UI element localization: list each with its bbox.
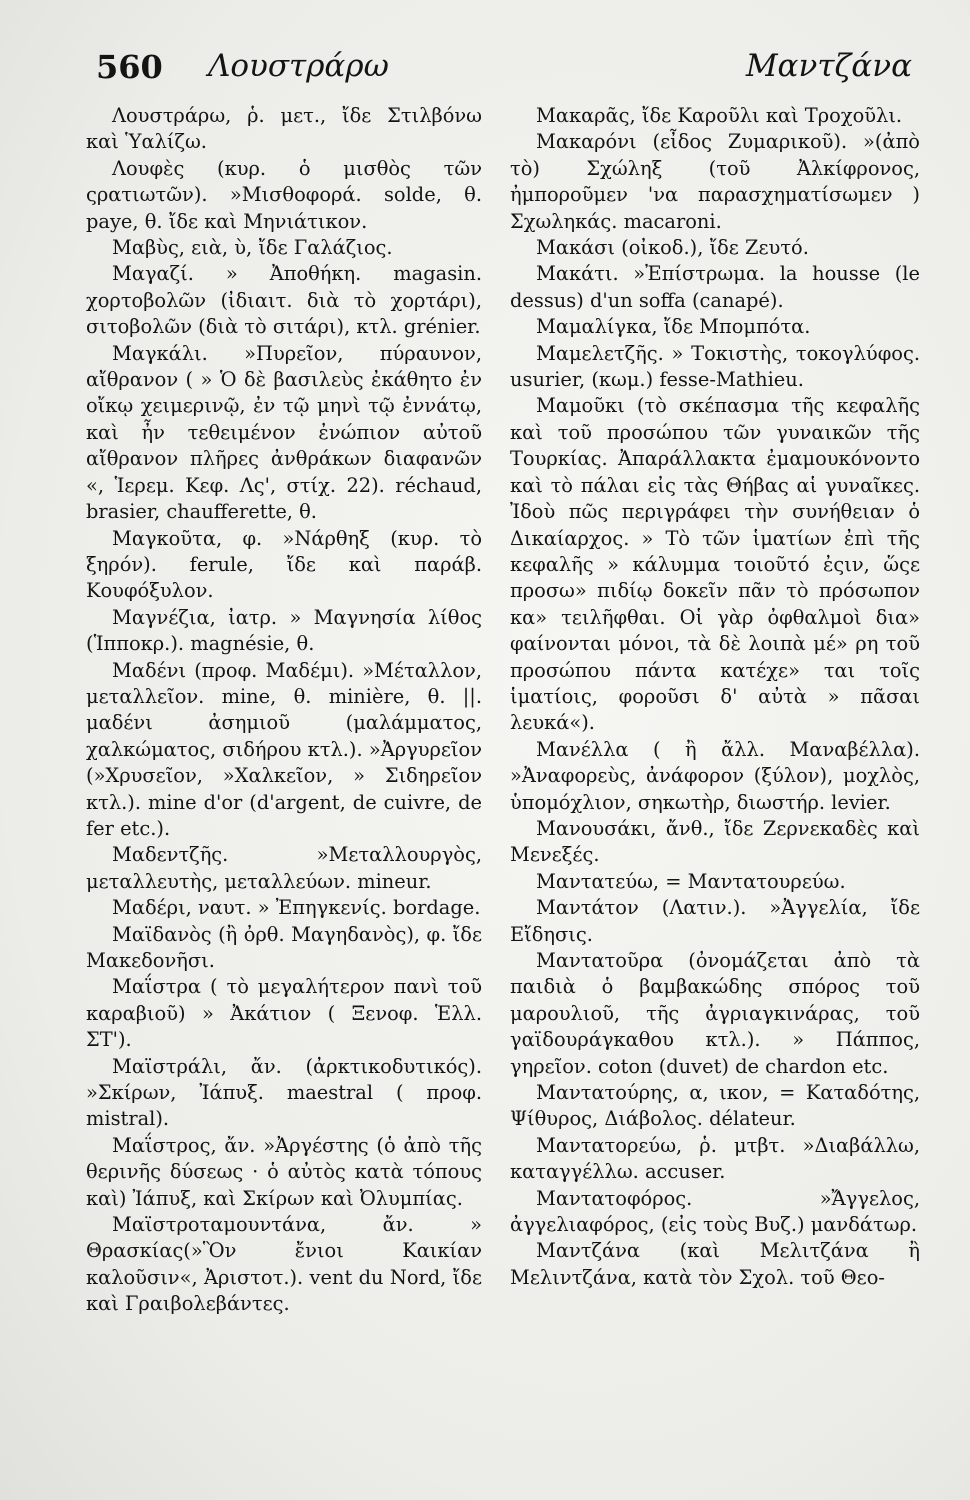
dictionary-entry: Μαϊστράλι, ἄν. (ἀρκτικοδυτικός). »Σκίρων, Ἰάπυξ. maestral ( προφ. mistral). xyxy=(86,1054,482,1131)
dictionary-entry: Μαδένι (προφ. Μαδέμι). »Μέταλλον, μεταλλεῖον. mine, θ. minière, θ. ||. μαδένι ἀσημιοῦ (μαλάμματος, χαλκώματος, σιδήρου κτλ.). »Ἀργυρεῖον (»Χρυσεῖον, »Χαλκεῖον, » Σιδηρεῖον κτλ.). mine d'or (d'argent, de cuivre, de fer etc.). xyxy=(86,658,482,840)
dictionary-entry: Μακάτι. »Ἐπίστρωμα. la housse (le dessus) d'un soffa (canapé). xyxy=(510,262,920,312)
dictionary-entry: Μαγκάλι. »Πυρεῖον, πύραυνον, αἴθρανον ( » Ὁ δὲ βασιλεὺς ἐκάθητο ἐν οἴκῳ χειμερινῷ, ἐν τῷ μηνὶ τῷ ἐννάτῳ, καὶ ἦν τεθειμένον ἐνώπιον αὐτοῦ αἴθρανον πλῆρες ἀνθράκων διαφανῶν «, Ἱερεμ. Κεφ. Λς', στίχ. 22). réchaud, brasier, chaufferette, θ. xyxy=(86,341,482,524)
dictionary-entry: Μακαρόνι (εἶδος Ζυμαρικοῦ). »(ἀπὸ τὸ) Σχώληξ (τοῦ Ἀλκίφρονος, ἠμποροῦμεν 'να παρασχηματίσωμεν ) Σχωληκάς. macaroni. xyxy=(510,130,920,233)
dictionary-entry: Μαΐστρα ( τὸ μεγαλήτερον πανὶ τοῦ καραβιοῦ) » Ἀκάτιον ( Ξενοφ. Ἑλλ. ΣΤ'). xyxy=(86,975,482,1052)
dictionary-entry: Μακαρᾶς, ἴδε Καροῦλι καὶ Τροχοῦλι. xyxy=(536,104,903,127)
dictionary-entry: Μαντζάνα (καὶ Μελιτζάνα ἢ Μελιντζάνα, κατὰ τὸν Σχολ. τοῦ Θεο- xyxy=(510,1239,920,1289)
dictionary-entry: Μακάσι (οἰκοδ.), ἴδε Ζευτό. xyxy=(536,236,809,260)
dictionary-entry: Λουφὲς (κυρ. ὁ μισθὸς τῶν ςρατιωτῶν). »Μισθοφορά. solde, θ. paye, θ. ἴδε καὶ Μηνιάτικον. xyxy=(86,156,482,233)
dictionary-entry: Μαϊδανὸς (ἢ ὀρθ. Μαγηδανὸς), φ. ἴδε Μακεδονῆσι. xyxy=(86,922,482,972)
dictionary-entry: Μαντατοφόρος. »Ἄγγελος, ἀγγελιαφόρος, (εἰς τοὺς Βυζ.) μανδάτωρ. xyxy=(510,1186,920,1237)
dictionary-entry: Μανουσάκι, ἄνθ., ἴδε Ζερνεκαδὲς καὶ Μενεξές. xyxy=(510,816,920,867)
page-header xyxy=(96,48,912,98)
dictionary-entry: Μαμελετζῆς. » Τοκιστὴς, τοκογλύφος. usurier, (κωμ.) fesse-Mathieu. xyxy=(510,341,920,392)
dictionary-entry: Μαντατεύω, = Μαντατουρεύω. xyxy=(536,869,846,893)
dictionary-entry: Μαδέρι, ναυτ. » Ἐπηγκενίς. bordage. xyxy=(112,896,481,920)
dictionary-entry: Μαντατούρης, α, ικον, = Καταδότης, Ψίθυρος, Διάβολος. délateur. xyxy=(510,1081,920,1131)
dictionary-entry: Μαγαζί. » Ἀποθήκη. magasin. χορτοβολῶν (ἰδιαιτ. διὰ τὸ χορτάρι), σιτοβολῶν (διὰ τὸ σιτάρι), κτλ. grénier. xyxy=(86,262,482,339)
dictionary-entry: Μαγκοῦτα, φ. »Νάρθηξ (κυρ. τὸ ξηρόν). ferule, ἴδε καὶ παράβ. Κουφόξυλον. xyxy=(86,526,482,603)
dictionary-entry: Μανέλλα ( ἢ ἄλλ. Μαναβέλλα). »Ἀναφορεὺς, ἀνάφορον (ξύλον), μοχλὸς, ὑπομόχλιον, σηκωτὴρ, διωστήρ. levier. xyxy=(510,737,920,814)
dictionary-entry: Μαβὺς, ειὰ, ὺ, ἴδε Γαλάζιος. xyxy=(112,236,393,260)
dictionary-entry: Μαμαλίγκα, ἴδε Μπομπότα. xyxy=(536,315,811,339)
dictionary-entry: Μαϊστροταμουντάνα, ἄν. » Θρασκίας(»Ὃν ἔνιοι Καικίαν καλοῦσιν«, Ἀριστοτ.). vent du Nord, ἴδε καὶ Γραιβολεβάντες. xyxy=(86,1213,482,1316)
header-first-entry: Λουστράρω xyxy=(208,48,389,84)
dictionary-entry: Μαΐστρος, ἄν. »Ἀργέστης (ὁ ἀπὸ τῆς θερινῆς δύσεως · ὁ αὐτὸς κατὰ τόπους καὶ) Ἰάπυξ, καὶ Σκίρων καὶ Ὀλυμπίας. xyxy=(86,1133,482,1210)
left-column xyxy=(86,103,482,1318)
dictionary-entry: Μαντατορεύω, ῥ. μτβτ. »Διαβάλλω, καταγγέλλω. accuser. xyxy=(510,1133,920,1184)
dictionary-entry: Μαγνέζια, ἰατρ. » Μαγνησία λίθος (Ἱπποκρ.). magnésie, θ. xyxy=(86,605,482,656)
dictionary-entry: Μαντάτον (Λατιν.). »Ἀγγελία, ἴδε Εἴδησις. xyxy=(510,896,920,946)
dictionary-entry: Μαντατοῦρα (ὀνομάζεται ἀπὸ τὰ παιδιὰ ὁ βαμβακώδης σπόρος τοῦ μαρουλιοῦ, τῆς ἀγριαγκινάρας, τοῦ γαϊδουράγκαθου κτλ.). » Πάππος, γηρεῖον. coton (duvet) de chardon etc. xyxy=(510,949,920,1078)
header-last-entry: Μαντζάνα xyxy=(745,48,912,84)
right-column xyxy=(510,103,920,1291)
dictionary-entry: Μαδεντζῆς. »Μεταλλουργὸς, μεταλλευτὴς, μεταλλεύων. mineur. xyxy=(86,843,482,893)
dictionary-entry: Μαμοῦκι (τὸ σκέπασμα τῆς κεφαλῆς καὶ τοῦ προσώπου τῶν γυναικῶν τῆς Τουρκίας. Ἀπαράλλακτα ἐμαμουκόνοντο καὶ τὸ πάλαι εἰς τὰς Θήβας αἱ γυναῖκες. Ἰδοὺ πῶς περιγράφει τὴν συνήθειαν ὁ Δικαίαρχος. » Τὸ τῶν ἱματίων ἐπὶ τῆς κεφαλῆς » κάλυμμα τοιοῦτό ἐςιν, ὥςε προσω» πιδίῳ δοκεῖν πᾶν τὸ πρόσωπον κα» τειλῆφθαι. Οἱ γὰρ ὀφθαλμοὶ δια» φαίνονται μόνοι, τὰ δὲ λοιπὰ μέ» ρη τοῦ προσώπου πάντα κατέχε» ται τοῖς ἱματίοις, φοροῦσι δ' αὐτὰ » πᾶσαι λευκά«). xyxy=(510,394,920,735)
dictionary-entry: Λουστράρω, ῥ. μετ., ἴδε Στιλβόνω καὶ Ὑαλίζω. xyxy=(86,104,482,154)
page-number: 560 xyxy=(96,48,163,86)
